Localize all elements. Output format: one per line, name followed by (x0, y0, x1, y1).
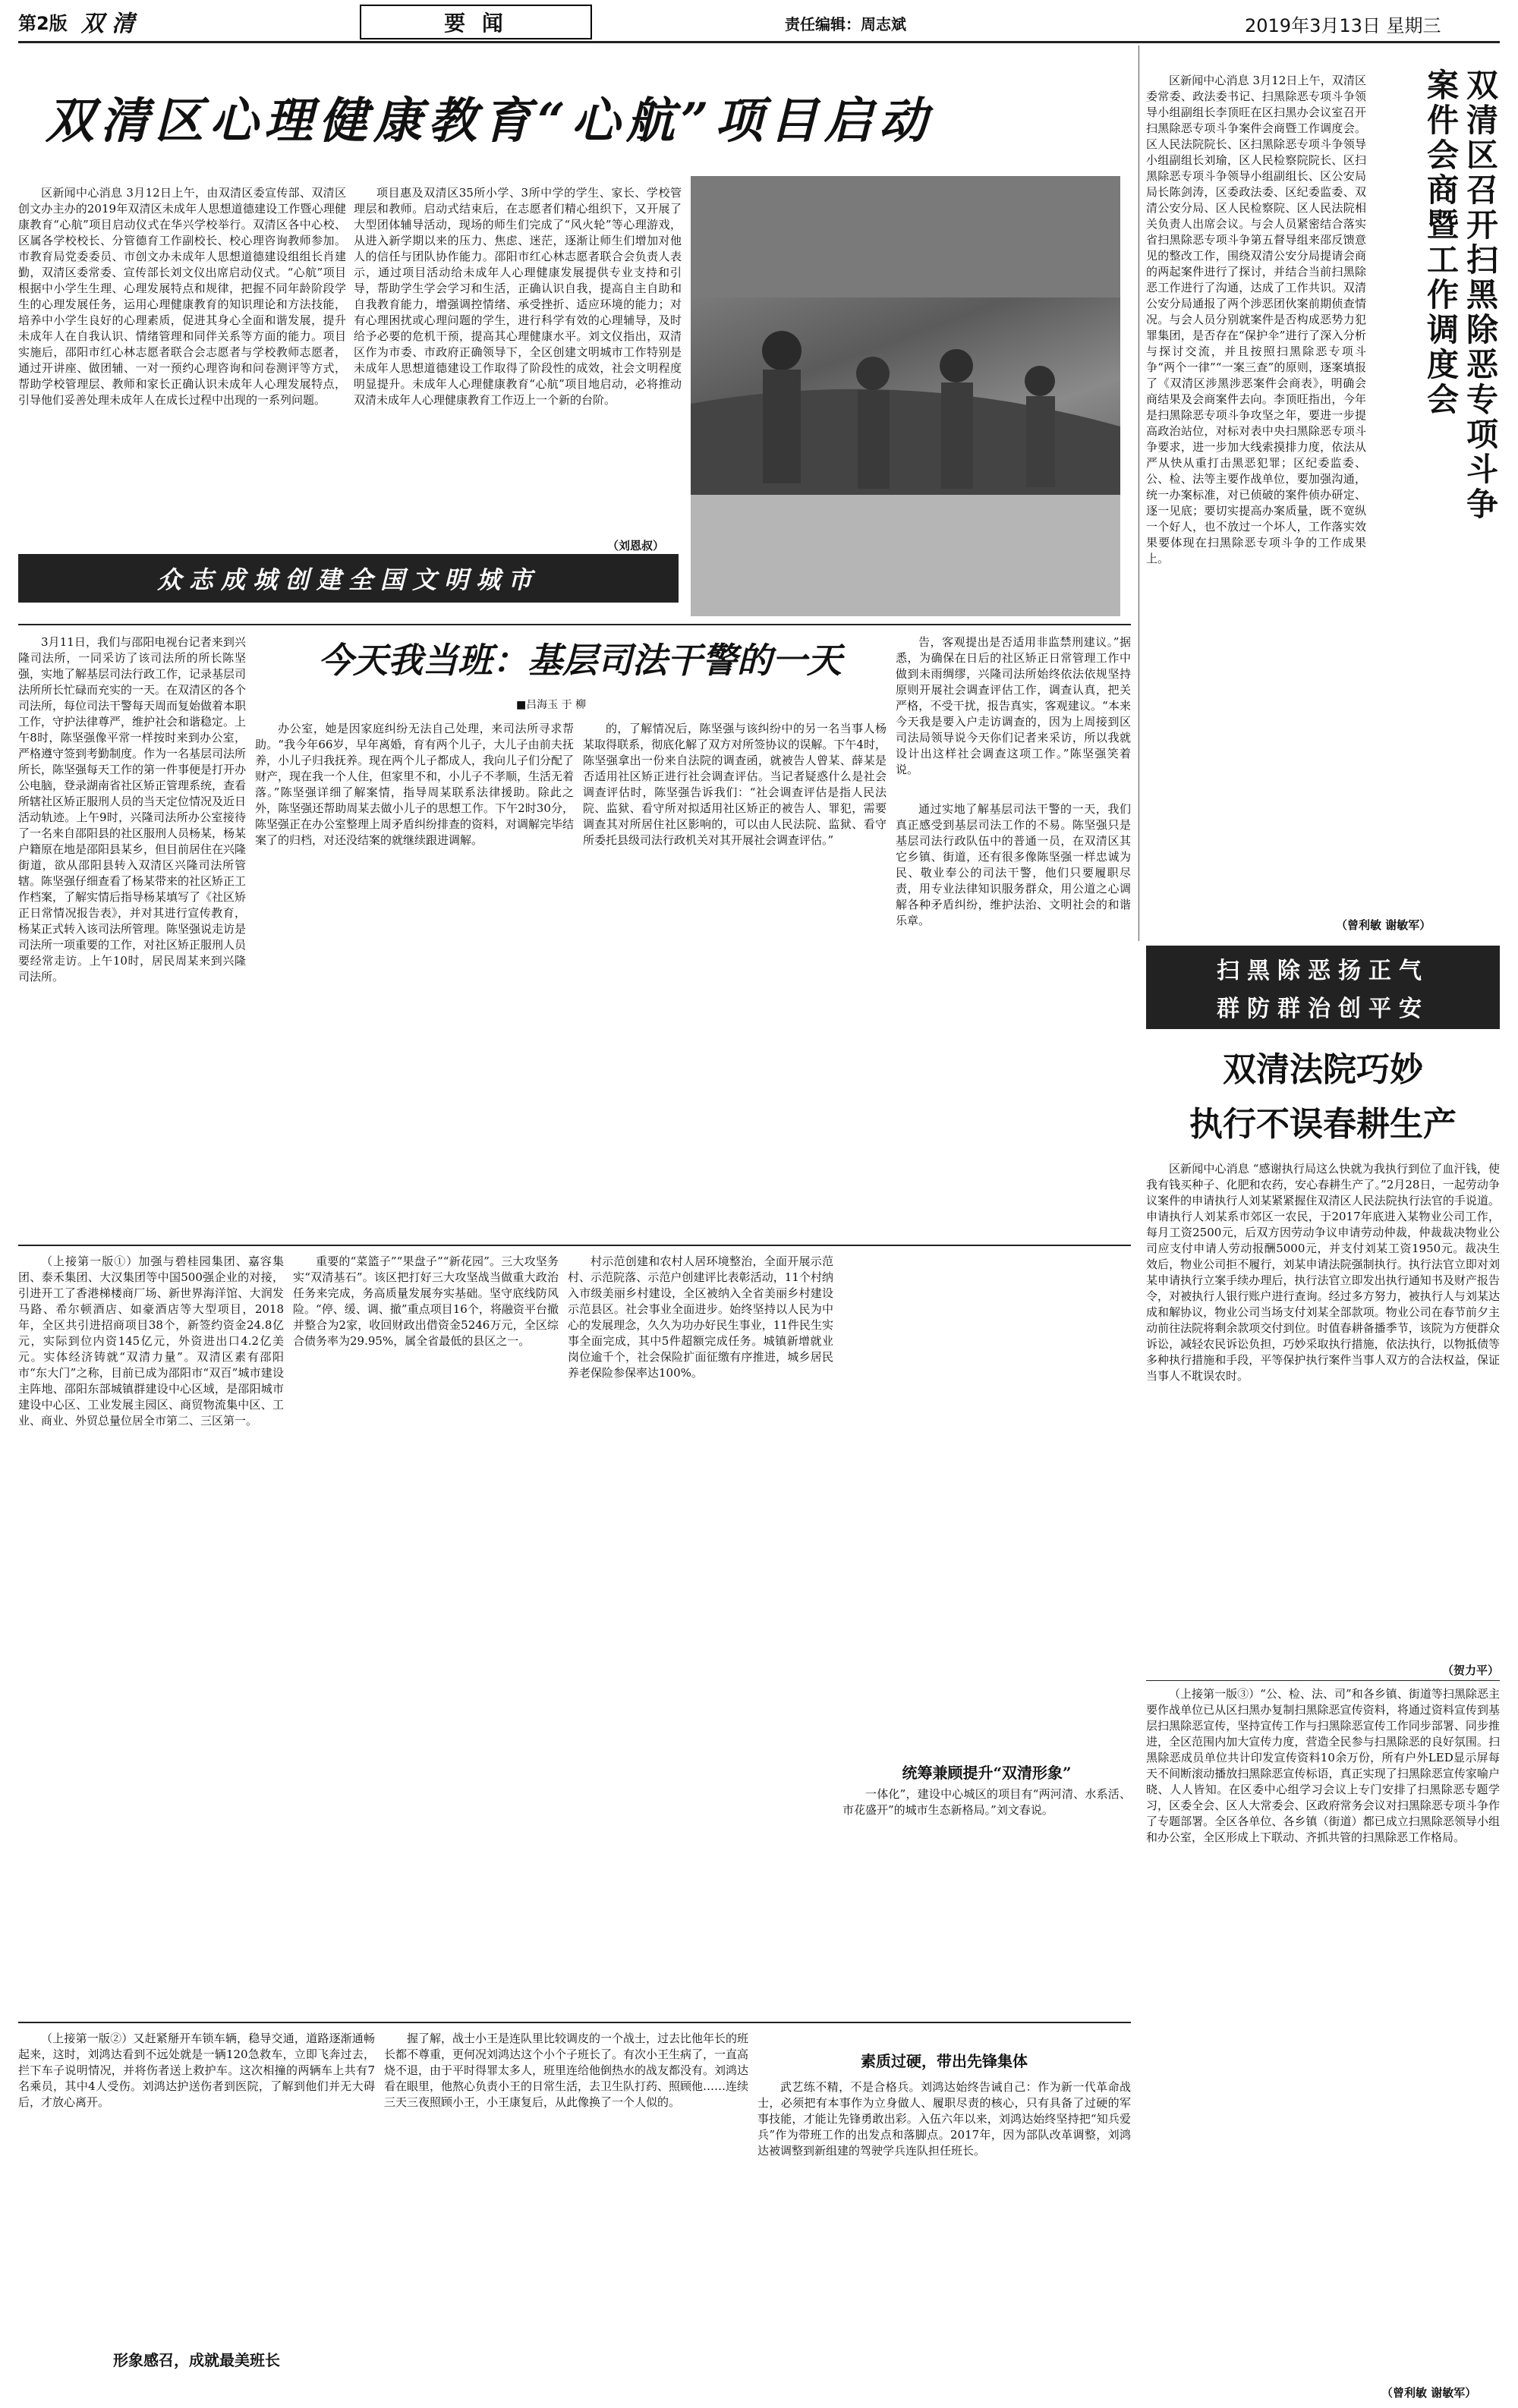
anti-crime-banner-line1: 扫黑除恶扬正气 (1217, 958, 1429, 984)
cont1-col3 (568, 1254, 833, 2013)
lead-text-2: 项目惠及双清区35所小学、3所中学的学生、家长、学校管理层和教师。启动式结束后，在志愿者们精心组织下，又开展了大型团体辅导活动，现场的师生们完成了“风火轮”等心理游戏，从进入新学期以来的压力、焦虑、迷茫，逐渐让师生们增加对他人的信任与团队协作能力。邵阳市红心林志愿者联合会负责人表示，通过项目活动给未成年人心理健康发展提供专业支持和引导，帮助学生学会学习和生活，正确认识自我，提高自主自助和自我教育能力，增强调控情绪、承受挫折、适应环境的能力；对有心理困扰或心理问题的学生，进行科学有效的心理辅导，及时给予必要的危机干预，提高其心理健康水平。刘文仪指出，双清区作为市委、市政府正确领导下，全区创建文明城市工作特别是未成年人思想道德建设工作取得了阶段性的成效，社会文明程度明显提升。未成年人心理健康教育“心航”项目地启动，必将推动双清未成年人心理健康教育工作迈上一个新的台阶。 (354, 186, 682, 407)
feature-byline: ■吕海玉 于 柳 (516, 699, 587, 711)
cont2-col2 (384, 2031, 748, 2395)
issue-date: 2019年3月13日 星期三 (1245, 15, 1441, 36)
court-title-line1: 双清法院巧妙 (1223, 1050, 1423, 1089)
cont2-col3-subhead: 素质过硬，带出先锋集体 (861, 2052, 1028, 2070)
sidebar1-author: （曾利敏 谢敏军） (1336, 918, 1431, 932)
sidebar-divider (1138, 46, 1139, 941)
feature-text-4: 告，客观提出是否适用非监禁刑建议。”据悉，为确保在日后的社区矫正日常管理工作中做到未雨绸缪，兴隆司法所始终依法依规坚持原则开展社会调查评估工作，调查认真，把关严格，不受干扰，报告真实，客观建议。“本来今天我是要入户走访调查的，因为上周接到区司法局领导说今天你们记者来采访，所以我就设计出这样社会调查这项工作。”陈坚强笑着说。 (896, 635, 1131, 776)
masthead (0, 0, 1518, 42)
feature-text-1: 3月11日，我们与邵阳电视台记者来到兴隆司法所，一同采访了该司法所的所长陈坚强，实地了解基层司法行政工作，记录基层司法所所长忙碌而充实的一天。在双清区的各个司法所，每位司法干警每天周而复始做着本职工作，守护法律尊严，维护社会和谐稳定。上午8时，陈坚强像平常一样按时来到办公室，严格遵守签到考勤制度。作为一名基层司法所所长，陈坚强每天工作的第一件事便是打开办公电脑，登录湖南省社区矫正管理系统，查看所辖社区矫正服刑人员的当天定位情况及近日活动轨迹。上午9时，兴隆司法所办公室接待了一名来自邵阳县的社区服刑人员杨某，杨某户籍原在地是邵阳县某乡，但目前居住在兴隆街道，欲从邵阳县转入双清区兴隆司法所管辖。陈坚强仔细查看了杨某带来的社区矫正工作档案，了解实情后指导杨某填写了《社区矫正日常情况报告表》，并对其进行宣传教育，杨某正式转入该司法所管理。陈坚强说走访是司法所一项重要的工作，对社区矫正服刑人员要经常走访。上午10时，居民周某来到兴隆司法所。 (18, 635, 246, 984)
civilization-banner (18, 554, 679, 603)
feature-col4 (896, 634, 1131, 794)
court-title-line2: 执行不误春耕生产 (1189, 1105, 1457, 1144)
feature-text-2: 办公室，她是因家庭纠纷无法自己处理，来司法所寻求帮助。“我今年66岁，早年离婚，育有两个儿子，大儿子由前夫抚养，小儿子归我抚养。现在两个儿子都成人，我向儿子们分配了财产，现在我一个人住，但家里不和，小儿子不孝顺，生活无着落。”陈坚强详细了解案情，指导周某联系法律援助。除此之外，陈坚强还帮助周某去做小儿子的思想工作。下午2时30分，陈坚强正在办公室整理上周矛盾纠纷排查的资料，对调解完毕结案了的归档，对还没结案的就继续跟进调解。 (255, 722, 574, 847)
editor-credit: 责任编辑：周志斌 (785, 15, 906, 33)
cont1-text-1: （上接第一版①）加强与碧桂园集团、嘉容集团、泰禾集团、大汉集团等中国500强企业的对接，引进开工了香港梯楼商厂场、新世界海洋馆、大润发马路、希尔顿酒店、如豪酒店等大型项目，2018年，全区共引进招商项目38个，新签约资金24.8亿元，实际到位内资145亿元，外资进出口4.2亿美元。实体经济铸就“双清力量”。双清区素有邵阳市“东大门”之称，目前已成为邵阳市“双百”城市建设主阵地、邵阳东部城镇群建设中心区域，是邵阳城市建设中心区、工业发展主园区、商贸物流集中区、工业、商业、外贸总量位居全市第二、三区第一。 (18, 1254, 284, 1427)
photo-scene-image (691, 176, 1120, 616)
section-tab (360, 5, 592, 39)
lead-photo (691, 176, 1120, 616)
court-author: （贺力平） (1442, 1664, 1500, 1677)
middle-rule (18, 1245, 1131, 1246)
cont1-col1 (18, 1254, 284, 2013)
sidebar1-body (1146, 73, 1366, 900)
paper-name: 双 清 (80, 11, 135, 37)
feature-col5 (896, 801, 1131, 1234)
cont2-col1 (18, 2031, 375, 2342)
masthead-left-block (18, 8, 200, 35)
cont2-text-1: （上接第一版②）又赶紧掰开车锁车辆，稳导交通，道路逐渐通畅起来，这时，刘鸿达看到不远处就是一辆120急救车，立即飞奔过去，拦下车子说明情况，并将伤者送上救护车。这次相撞的两辆车上共有7名乘员，其中4人受伤。刘鸿达护送伤者到医院，了解到他们并无大碍后，才放心离开。 (18, 2032, 375, 2109)
cont1-col4-subhead: 统筹兼顾提升“双清形象” (902, 1764, 1072, 1782)
sidebar2-body (1146, 1686, 1500, 2369)
cont2-text-2: 握了解，战士小王是连队里比较调皮的一个战士，过去比他年长的班长都不尊重，更何况刘鸿达这个小个子班长了。有次小王生病了，一直高烧不退，由于平时得罪太多人，班里连给他倒热水的战友都没有。刘鸿达看在眼里，他熬心负责小王的日常生活，去卫生队打药、照顾他……连续三天三夜照顾小王，小王康复后，从此像换了一个人似的。 (384, 2032, 748, 2109)
sidebar1-title: 双清区召开扫黑除恶专项斗争案件会商暨工作调度会 (1422, 68, 1499, 522)
section-label: 要 闻 (444, 11, 508, 36)
sidebar2-text: （上接第一版③）“公、检、法、司”和各乡镇、街道等扫黑除恶主要作战单位已从区扫黑办复制扫黑除恶宣传资料，将通过资料宣传到基层扫黑除恶宣传，坚持宣传工作与扫黑除恶宣传工作同步部署、同步推进，全区范围内加大宣传力度，营造全民参与扫黑除恶的良好氛围。扫黑除恶成员单位共计印发宣传资料10余万份，所有户外LED显示屏每天不间断滚动播放扫黑除恶宣传标语，真正实现了扫黑除恶宣传家喻户晓、人人皆知。在区委中心组学习会议上专门安排了扫黑除恶专题学习，区委全会、区人大常委会、区政府常务会议对扫黑除恶专项斗争作了专题部署。全区各单位、各乡镇（街道）都已成立扫黑除恶领导小组和办公室，全区形成上下联动、齐抓共管的扫黑除恶工作格局。 (1146, 1687, 1500, 1844)
lead-text-1: 区新闻中心消息 3月12日上午，由双清区委宣传部、双清区创文办主办的2019年双清区未成年人思想道德建设工作暨心理健康教育“心航”项目启动仪式在华兴学校举行。双清区各中心校、区属各学校校长、分管德育工作副校长、校心理咨询教师参加。市教育局党委委员、市创文办未成年人思想道德建设组组长肖建勤，双清区委常委、宣传部长刘文仪出席启动仪式。“心航”项目根据中小学生生理、心理发展特点和规律，把握不同年龄阶段学生的心理发展任务，运用心理健康教育的知识理论和方法技能，培养中小学生良好的心理素质，促进其身心全面和谐发展，提升未成年人在自我认识、情绪管理和同伴关系等方面的能力。项目实施后，邵阳市红心林志愿者联合会志愿者与学校教师志愿者，通过开讲座、做团辅、一对一预约心理咨询和问卷测评等方式，帮助学校管理层、教师和家长正确认识未成年人心理发展特点，引导他们妥善处理未成年人在成长过程中出现的一系列问题。 (18, 186, 346, 407)
anti-crime-banner-line2: 群防群治创平安 (1217, 996, 1429, 1022)
feature-col3 (583, 721, 887, 1234)
sidebar2-author: （曾利敏 谢敏军） (1381, 2386, 1477, 2400)
lead-title: 双清区心理健康教育“心航”项目启动 (46, 93, 934, 150)
sidebar1-text: 区新闻中心消息 3月12日上午，双清区委常委、政法委书记、扫黑除恶专项斗争领导小组副组长李顶旺在区扫黑办会议室召开扫黑除恶专项斗争案件会商暨工作调度会。区人民法院院长、区扫黑除恶专项斗争领导小组副组长刘瑜，区人民检察院院长、区扫黑除恶专项斗争领导小组副组长、区公安局局长陈剑涛，区委政法委、区纪委监委、双清公安分局、区人民检察院、区人民法院相关负责人出席会议。与会人员紧密结合落实省扫黑除恶专项斗争第五督导组来邵反馈意见的整改工作，围绕双清公安分局提请会商的两起案件进行了探讨，并结合当前扫黑除恶工作进行了沟通，达成了工作共识。双清公安分局通报了两个涉恶团伙案前期侦查情况。与会人员分别就案件是否构成恶势力犯罪集团，是否存在“保护伞”进行了深入分析与探讨交流，并且按照扫黑除恶专项斗争“两个一律”“一案三查”的原则，逐案填报了《双清区涉黑涉恶案件会商表》，明确会商结果及会商案件去向。李顶旺指出，今年是扫黑除恶专项斗争攻坚之年，要进一步提高政治站位，对标对表中央扫黑除恶专项斗争要求，进一步加大线索摸排力度，依法从严从快从重打击黑恶犯罪；区纪委监委、公、检、法等主要作战单位，要加强沟通，统一办案标准，对已侦破的案件侦办研定、逐一见底；要切实提高办案质量，既不宽纵一个好人，也不放过一个坏人，工作落实效果要体现在扫黑除恶专项斗争的工作成果上。 (1146, 74, 1366, 565)
cont2-col1-subhead: 形象感召，成就最美班长 (113, 2351, 280, 2369)
civilization-banner-text: 众志成城创建全国文明城市 (156, 565, 540, 594)
masthead-rule (18, 41, 1500, 43)
feature-title: 今天我当班：基层司法干警的一天 (318, 640, 842, 681)
cont1-text-3: 村示范创建和农村人居环境整治，全面开展示范村、示范院落、示范户创建评比表彰活动，11个村纳入市级美丽乡村建设，全区被纳入全省美丽乡村建设示范县区。社会事业全面进步。始终坚持以人民为中心的发展理念，久久为功办好民生事业，11件民生实事全面完成，其中5件超额完成任务。城镇新增就业岗位逾千个，社会保险扩面征缴有序推进，城乡居民养老保险参保率达100%。 (568, 1254, 833, 1380)
lead-body-col2 (354, 185, 682, 557)
page-number: 第2版 (18, 12, 68, 34)
lead-author: （刘恩叔） (607, 539, 665, 552)
anti-crime-banner (1146, 946, 1500, 1029)
court-body (1146, 1161, 1500, 1670)
cont1-col4 (842, 1786, 1131, 2014)
court-text: 区新闻中心消息 “感谢执行局这么快就为我执行到位了血汗钱，使我有钱买种子、化肥和农药，安心春耕生产了。”2月28日，一起劳动争议案件的申请执行人刘某紧紧握住双清区人民法院执行法官的手说道。申请执行人刘某系市郊区一农民，于2017年底进入某物业公司工作，每月工资2500元，后双方因劳动争议申请劳动仲裁，仲裁裁决物业公司应支付申请人劳动报酬5000元，并支付刘某工资1950元。裁决生效后，物业公司拒不履行，刘某申请法院强制执行。执行法官立即对刘某申请执行立案手续办理后，执行法官立即发出执行通知书及财产报告令，对被执行人银行账户进行查询。经过多方努力，被执行人与刘某达成和解协议，物业公司当场支付刘某全部款项。物业公司在春节前夕主动前往法院将剩余款项交付到位。时值春耕备播季节，该院为方便群众诉讼，减轻农民诉讼负担，巧妙采取执行措施，依法执行，以物抵债等多种执行措施和手段，平等保护执行案件当事人双方的合法权益，保证当事人不耽误农时。 (1146, 1162, 1500, 1383)
cont2-col3 (757, 2079, 1131, 2395)
sidebar2-rule (1146, 1680, 1500, 1681)
feature-text-5: 通过实地了解基层司法干警的一天，我们真正感受到基层司法工作的不易。陈坚强只是基层司法行政队伍中的普通一员，在双清区其它乡镇、街道，还有很多像陈坚强一样忠诚为民、敬业奉公的司法干警，他们只要履职尽责，用专业法律知识服务群众，用公道之心调解各种矛盾纠纷，维护法治、文明社会的和谐乐章。 (896, 802, 1131, 927)
feature-text-3: 的，了解情况后，陈坚强与该纠纷中的另一名当事人杨某取得联系，彻底化解了双方对所签协议的误解。下午4时，陈坚强拿出一份来自法院的调查函，就被告人曾某、薛某是否适用社区矫正进行社会调查评估。当记者疑惑什么是社会调查评估时，陈坚强告诉我们：“社会调查评估是指人民法院、监狱、看守所对拟适用社区矫正的被告人、罪犯，需要调查其对所居住社区影响的，可以由人民法院、监狱、看守所委托县级司法行政机关对其开展社会调查评估。” (583, 722, 887, 847)
cont2-text-3: 武艺练不精，不是合格兵。刘鸿达始终告诫自己：作为新一代革命战士，必须把有本事作为立身做人、履职尽责的核心，只有具备了过硬的军事技能，才能让先锋勇敢出彩。入伍六年以来，刘鸿达始终坚持把“知兵爱兵”作为带班工作的出发点和落脚点。2017年，因为部队改革调整，刘鸿达被调整到新组建的驾驶学兵连队担任班长。 (757, 2080, 1131, 2158)
cont1-text-4: 一体化”，建设中心城区的项目有“两河清、水系活、市花盛开”的城市生态新格局。”刘文春说。 (842, 1787, 1131, 1817)
lead-body-col1 (18, 185, 346, 557)
lower-rule (18, 2022, 1131, 2023)
cont1-col2 (293, 1254, 559, 2013)
cont1-text-2: 重要的“菜篮子”“果盘子”“新花园”。三大攻坚务实“双清基石”。该区把打好三大攻坚战当做重大政治任务来完成，务高质量发展夯实基础。坚守底线防风险。“停、缓、调、撤”重点项目16个，将融资平台撤并整合为2家，收回财政出借资金5246万元，全区综合债务率为29.95%，属全省最低的县区之一。 (293, 1254, 559, 1348)
feature-col2 (255, 721, 574, 1234)
feature-col1 (18, 634, 246, 1234)
lead-bottom-rule (18, 624, 1131, 625)
